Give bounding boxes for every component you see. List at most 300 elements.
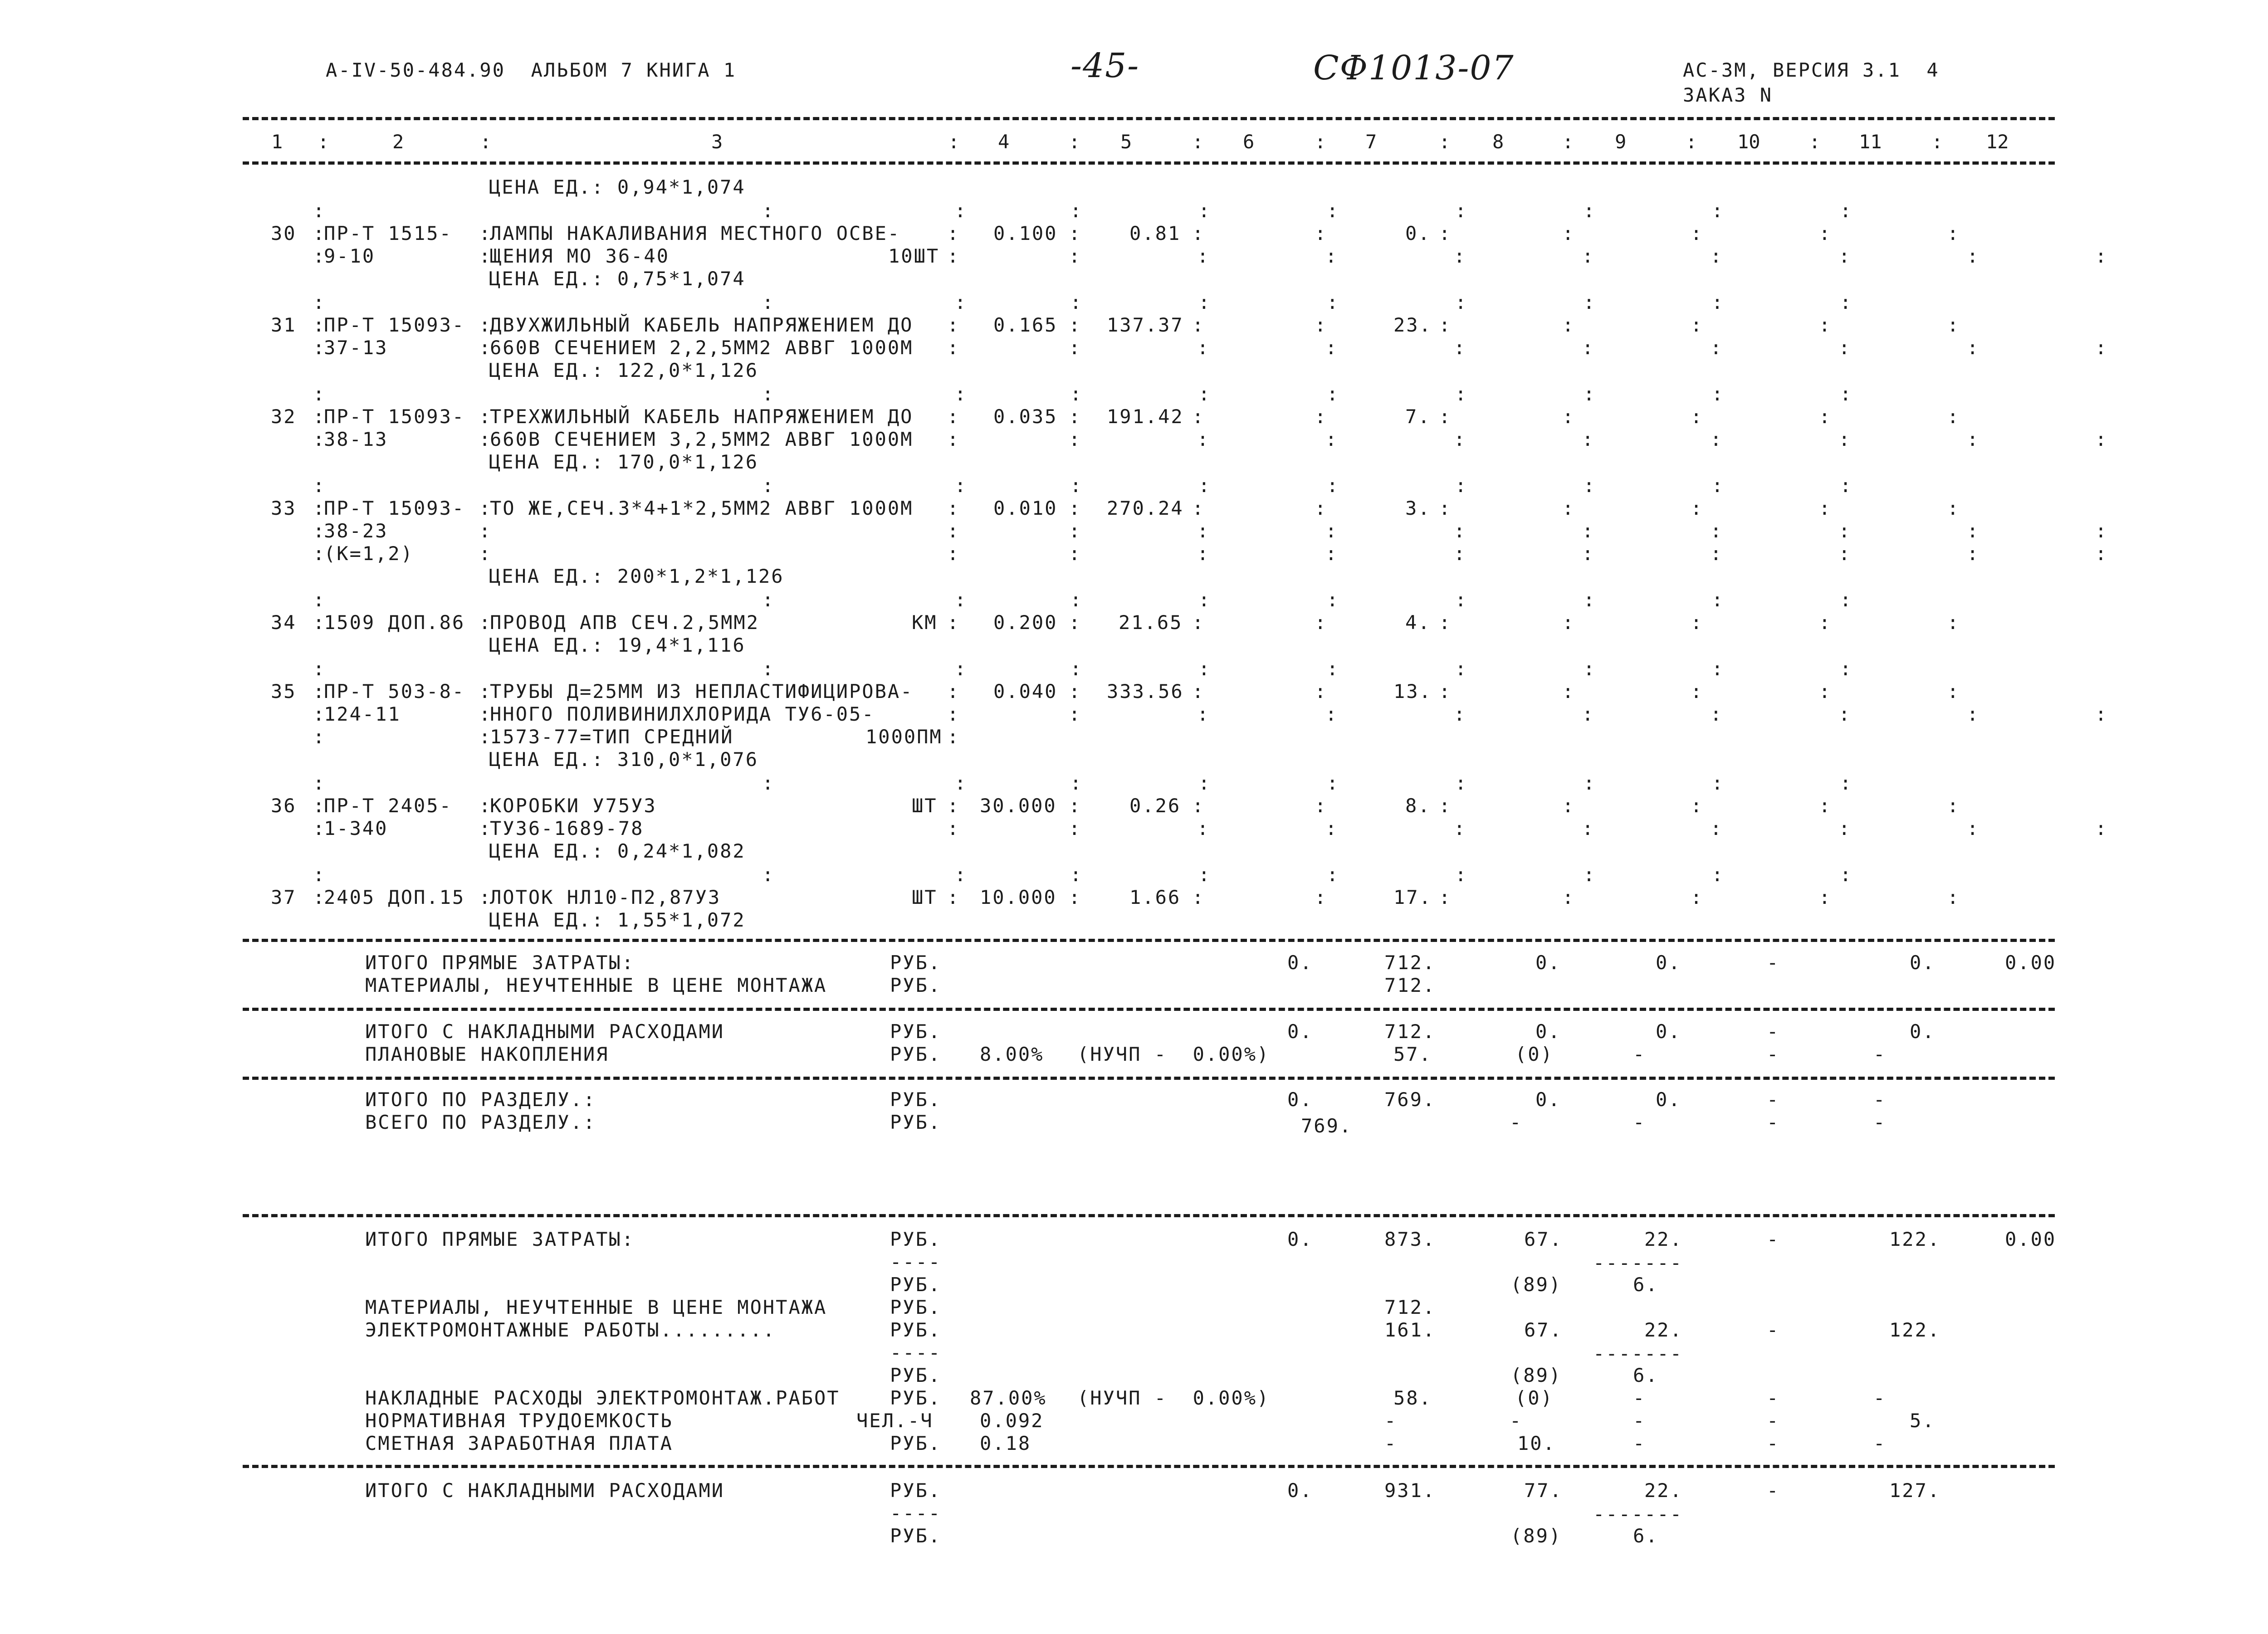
item-description: 660В СЕЧЕНИЕМ 2,2,5ММ2 АВВГ 1000М [490, 337, 914, 359]
total-value: 0.00 [2005, 951, 2057, 974]
currency: РУБ. [890, 951, 942, 974]
quantity: 0.200 [993, 611, 1058, 634]
total-value: - [1384, 1410, 1398, 1432]
colon: : [947, 337, 960, 359]
item-number: 30 [271, 222, 297, 244]
currency: РУБ. [890, 974, 942, 996]
item-code: 38-23 [324, 520, 388, 542]
colon: : [947, 314, 960, 336]
quantity: 10.000 [980, 886, 1057, 908]
total-value: 58. [1393, 1387, 1432, 1409]
unit-price: 1.66 [1129, 886, 1181, 908]
column-separator: : [1192, 131, 1204, 153]
unit-price: 21.65 [1119, 611, 1183, 634]
total-value: 22. [1644, 1319, 1683, 1341]
total-value: - [1633, 1043, 1646, 1065]
direct-costs-label: ИТОГО ПРЯМЫЕ ЗАТРАТЫ: [365, 1228, 635, 1250]
total-value: - [1767, 1111, 1780, 1133]
column-number: 2 [392, 131, 404, 153]
colon: : [479, 886, 492, 908]
quantity: 0.035 [993, 405, 1058, 428]
colon-line: : : : : [1562, 611, 1960, 634]
unit-price-line: ЦЕНА ЕД.: 122,0*1,126 [489, 359, 759, 381]
colon: : [1439, 680, 1452, 702]
colon: : [1069, 886, 1082, 908]
colon: : [313, 222, 326, 244]
total-value: 0. [1656, 1020, 1681, 1043]
item-description: КОРОБКИ У75У3 [490, 795, 657, 817]
total-value: 0. [1287, 1479, 1313, 1502]
item-code: 38-13 [324, 428, 388, 450]
colon: : [479, 222, 492, 244]
column-separator: : [948, 131, 960, 153]
currency: РУБ. [890, 1043, 942, 1065]
labor-value: 0.092 [980, 1410, 1044, 1432]
total-cost: 0. [1405, 222, 1431, 244]
colon-line: : : : : : : : : : : [313, 589, 1853, 611]
currency: РУБ. [890, 1319, 942, 1341]
item-description: ЛАМПЫ НАКАЛИВАНИЯ МЕСТНОГО ОСВЕ- [490, 222, 901, 244]
colon: : [947, 611, 960, 634]
salary-value: 0.18 [980, 1432, 1031, 1454]
item-description: 660В СЕЧЕНИЕМ 3,2,5ММ2 АВВГ 1000М [490, 428, 914, 450]
colon: : [1439, 886, 1452, 908]
unit-price-line: ЦЕНА ЕД.: 0,24*1,082 [489, 840, 746, 862]
column-number: 10 [1737, 131, 1760, 153]
total-value: - [1384, 1432, 1398, 1454]
colon: : [479, 428, 492, 450]
total-value: - [1510, 1410, 1523, 1432]
unit-price-line: ЦЕНА ЕД.: 1,55*1,072 [489, 909, 746, 931]
total-value: (0) [1515, 1043, 1554, 1065]
divider [243, 117, 2055, 120]
colon: : [313, 542, 326, 565]
total-value: - [1767, 1432, 1780, 1454]
total-value: 22. [1644, 1228, 1683, 1250]
total-value: 6. [1633, 1364, 1659, 1386]
column-separator: : [1439, 131, 1451, 153]
colon-line: : : : : : : : : : : [313, 772, 1853, 794]
item-description: ТРЕХЖИЛЬНЫЙ КАБЕЛЬ НАПРЯЖЕНИЕМ ДО [490, 405, 914, 428]
colon: : [313, 817, 326, 839]
colon: : [947, 405, 960, 428]
unit-price-line: ЦЕНА ЕД.: 200*1,2*1,126 [489, 565, 784, 587]
colon: : [479, 497, 492, 519]
colon-line: : : : : : : : : : : [313, 200, 1853, 222]
colon: : [1192, 680, 1205, 702]
total-value: (89) [1510, 1364, 1562, 1386]
item-description: ТРУБЫ Д=25ММ ИЗ НЕПЛАСТИФИЦИРОВА- [490, 680, 914, 702]
divider [243, 1077, 2055, 1080]
column-number: 1 [271, 131, 283, 153]
colon: : [479, 680, 492, 702]
colon-line: : : : : : : : : : : [313, 291, 1853, 313]
dash-separator: ---- [890, 1502, 942, 1524]
total-value: 931. [1384, 1479, 1436, 1502]
colon: : [947, 520, 960, 542]
manhours-unit: ЧЕЛ.-Ч [856, 1410, 934, 1432]
colon: : [947, 680, 960, 702]
currency: РУБ. [890, 1296, 942, 1318]
total-value: 712. [1384, 1020, 1436, 1043]
colon: : [1315, 795, 1328, 817]
item-code: (К=1,2) [324, 542, 414, 565]
total-cost: 3. [1405, 497, 1431, 519]
colon: : [479, 520, 492, 542]
total-value: 769. [1384, 1088, 1436, 1111]
total-value: 0.00 [2005, 1228, 2057, 1250]
item-code: ПР-Т 15093- [324, 405, 465, 428]
unit-price: 0.26 [1129, 795, 1181, 817]
colon: : [1069, 680, 1082, 702]
total-value: 0. [1910, 1020, 1936, 1043]
total-value: 67. [1524, 1228, 1563, 1250]
item-unit: 1000ПМ [865, 726, 943, 748]
item-code: ПР-Т 15093- [324, 314, 465, 336]
item-number: 36 [271, 795, 297, 817]
colon: : [947, 222, 960, 244]
colon: : [1069, 795, 1082, 817]
quantity: 0.165 [993, 314, 1058, 336]
colon-line: : : : : : : : : : : [313, 863, 1853, 886]
colon-line: : : : : : : : : : : [313, 474, 1853, 497]
item-code: 124-11 [324, 703, 401, 725]
colon: : [479, 245, 492, 267]
item-unit: ШТ [912, 886, 938, 908]
total-cost: 7. [1405, 405, 1431, 428]
total-value: - [1633, 1387, 1646, 1409]
colon: : [479, 703, 492, 725]
total-value: - [1767, 1410, 1780, 1432]
currency: РУБ. [890, 1364, 942, 1386]
item-description: ННОГО ПОЛИВИНИЛХЛОРИДА ТУ6-05- [490, 703, 875, 725]
colon: : [1192, 886, 1205, 908]
colon: : [313, 703, 326, 725]
item-code: 1509 ДОП.86 [324, 611, 465, 634]
estimate-code: СФ1013-07 [1313, 49, 1515, 88]
dash-separator: ------- [1593, 1342, 1683, 1365]
with-overhead-label: ИТОГО С НАКЛАДНЫМИ РАСХОДАМИ [365, 1479, 725, 1502]
colon: : [1069, 611, 1082, 634]
colon-line: : : : : : : : : : [1069, 245, 2108, 267]
currency: РУБ. [890, 1432, 942, 1454]
colon-line: : : : : [1562, 886, 1960, 908]
total-value: 873. [1384, 1228, 1436, 1250]
electro-works-label: ЭЛЕКТРОМОНТАЖНЫЕ РАБОТЫ......... [365, 1319, 776, 1341]
column-separator: : [1931, 131, 1943, 153]
total-value: - [1873, 1043, 1887, 1065]
item-number: 33 [271, 497, 297, 519]
total-value: - [1873, 1387, 1887, 1409]
percentage: 8.00% [980, 1043, 1044, 1065]
item-number: 37 [271, 886, 297, 908]
total-value: - [1633, 1111, 1646, 1133]
colon: : [1439, 795, 1452, 817]
currency: РУБ. [890, 1088, 942, 1111]
item-description: ПРОВОД АПВ СЕЧ.2,5ММ2 [490, 611, 760, 634]
total-value: (0) [1515, 1387, 1554, 1409]
colon: : [1192, 222, 1205, 244]
column-separator: : [1069, 131, 1080, 153]
total-value: 712. [1384, 1296, 1436, 1318]
total-value: 712. [1384, 974, 1436, 996]
colon: : [479, 314, 492, 336]
column-number: 5 [1120, 131, 1132, 153]
total-value: 0. [1287, 951, 1313, 974]
nuchp-rate: (НУЧП - 0.00%) [1077, 1387, 1270, 1409]
item-code: 9-10 [324, 245, 376, 267]
colon-line: : : : : [1562, 405, 1960, 428]
materials-label: МАТЕРИАЛЫ, НЕУЧТЕННЫЕ В ЦЕНЕ МОНТАЖА [365, 974, 827, 996]
item-description: 1573-77=ТИП СРЕДНИЙ [490, 726, 734, 748]
unit-price: 333.56 [1107, 680, 1184, 702]
colon: : [1315, 405, 1328, 428]
colon: : [1439, 405, 1452, 428]
colon: : [947, 726, 960, 748]
colon: : [479, 405, 492, 428]
item-description: ДВУХЖИЛЬНЫЙ КАБЕЛЬ НАПРЯЖЕНИЕМ ДО [490, 314, 914, 336]
column-separator: : [1562, 131, 1574, 153]
salary-label: СМЕТНАЯ ЗАРАБОТНАЯ ПЛАТА [365, 1432, 673, 1454]
colon: : [947, 703, 960, 725]
total-value: 0. [1535, 1088, 1561, 1111]
colon-line: : : : : [1562, 314, 1960, 336]
total-value: - [1767, 1043, 1780, 1065]
planned-savings-label: ПЛАНОВЫЕ НАКОПЛЕНИЯ [365, 1043, 609, 1065]
divider [243, 1465, 2055, 1468]
quantity: 0.040 [993, 680, 1058, 702]
unit-price-line: ЦЕНА ЕД.: 310,0*1,076 [489, 748, 759, 771]
quantity: 30.000 [980, 795, 1057, 817]
total-value: 122. [1889, 1228, 1941, 1250]
colon: : [1439, 314, 1452, 336]
colon-line: : : : : : : : : : : [313, 383, 1853, 405]
colon-line: : : : : [1562, 795, 1960, 817]
colon: : [1315, 611, 1328, 634]
colon: : [313, 405, 326, 428]
currency: РУБ. [890, 1111, 942, 1133]
column-number: 3 [711, 131, 723, 153]
colon: : [313, 795, 326, 817]
total-value: - [1633, 1410, 1646, 1432]
colon: : [479, 795, 492, 817]
colon: : [313, 886, 326, 908]
total-value: 127. [1889, 1479, 1941, 1502]
colon: : [313, 520, 326, 542]
unit-price-line: ЦЕНА ЕД.: 0,94*1,074 [489, 176, 746, 198]
colon-line: : : : : : : : : : : [313, 658, 1853, 680]
colon-line: : : : : : : : : : [1069, 542, 2108, 565]
colon: : [1192, 405, 1205, 428]
item-number: 31 [271, 314, 297, 336]
colon: : [947, 542, 960, 565]
colon: : [313, 726, 326, 748]
labor-intensity-label: НОРМАТИВНАЯ ТРУДОЕМКОСТЬ [365, 1410, 673, 1432]
overhead-electro-label: НАКЛАДНЫЕ РАСХОДЫ ЭЛЕКТРОМОНТАЖ.РАБОТ [365, 1387, 840, 1409]
unit-price: 191.42 [1107, 405, 1184, 428]
colon: : [1439, 497, 1452, 519]
unit-price: 270.24 [1107, 497, 1184, 519]
colon: : [947, 428, 960, 450]
column-number: 11 [1859, 131, 1882, 153]
colon: : [1192, 497, 1205, 519]
currency: РУБ. [890, 1387, 942, 1409]
with-overhead-label: ИТОГО С НАКЛАДНЫМИ РАСХОДАМИ [365, 1020, 725, 1043]
total-value: - [1767, 1088, 1780, 1111]
total-value: (89) [1510, 1273, 1562, 1296]
unit-price-line: ЦЕНА ЕД.: 19,4*1,116 [489, 634, 746, 656]
colon: : [1315, 314, 1328, 336]
item-description: ТО ЖЕ,СЕЧ.3*4+1*2,5ММ2 АВВГ 1000М [490, 497, 914, 519]
dash-separator: ---- [890, 1251, 942, 1273]
dash-separator: ------- [1593, 1252, 1683, 1274]
total-value: 769. [1301, 1115, 1353, 1137]
colon: : [313, 611, 326, 634]
total-value: 6. [1633, 1273, 1659, 1296]
dash-separator: ------- [1593, 1503, 1683, 1525]
total-value: - [1510, 1111, 1523, 1133]
total-value: 57. [1393, 1043, 1432, 1065]
total-value: 22. [1644, 1479, 1683, 1502]
item-number: 35 [271, 680, 297, 702]
divider [243, 1008, 2055, 1011]
total-value: 122. [1889, 1319, 1941, 1341]
divider [243, 161, 2055, 165]
item-code: 1-340 [324, 817, 388, 839]
quantity: 0.010 [993, 497, 1058, 519]
colon: : [1192, 611, 1205, 634]
total-value: 10. [1517, 1432, 1556, 1454]
colon: : [947, 497, 960, 519]
colon: : [313, 428, 326, 450]
column-number: 12 [1986, 131, 2009, 153]
total-value: (89) [1510, 1525, 1562, 1547]
colon-line: : : : : : : : : : [1069, 520, 2108, 542]
colon: : [479, 726, 492, 748]
unit-price: 137.37 [1107, 314, 1184, 336]
total-value: 0. [1656, 951, 1681, 974]
colon: : [947, 245, 960, 267]
colon: : [947, 795, 960, 817]
total-cost: 23. [1393, 314, 1432, 336]
program-version: АС-3М, ВЕРСИЯ 3.1 4 [1683, 59, 1940, 81]
dash-separator: ---- [890, 1341, 942, 1364]
column-separator: : [1686, 131, 1697, 153]
colon: : [479, 542, 492, 565]
column-number: 7 [1365, 131, 1377, 153]
colon-line: : : : : : : : : : [1069, 817, 2108, 839]
colon: : [1315, 497, 1328, 519]
section-grand-total-label: ВСЕГО ПО РАЗДЕЛУ.: [365, 1111, 596, 1133]
item-unit: ШТ [912, 795, 938, 817]
colon: : [1439, 611, 1452, 634]
nuchp-rate: (НУЧП - 0.00%) [1077, 1043, 1270, 1065]
item-unit: КМ [912, 611, 938, 634]
total-value: - [1873, 1432, 1887, 1454]
total-value: 77. [1524, 1479, 1563, 1502]
total-value: - [1767, 1387, 1780, 1409]
total-cost: 8. [1405, 795, 1431, 817]
colon-line: : : : : [1562, 497, 1960, 519]
colon: : [313, 497, 326, 519]
column-separator: : [1315, 131, 1326, 153]
column-number: 4 [998, 131, 1010, 153]
total-value: - [1767, 1319, 1780, 1341]
colon: : [1192, 314, 1205, 336]
column-separator: : [318, 131, 329, 153]
colon-line: : : : : : : : : : [1069, 428, 2108, 450]
colon: : [313, 680, 326, 702]
colon: : [479, 817, 492, 839]
total-cost: 4. [1405, 611, 1431, 634]
colon: : [313, 314, 326, 336]
colon: : [1192, 795, 1205, 817]
item-description: ЩЕНИЯ МО 36-40 [490, 245, 670, 267]
colon-line: : : : : : : : : : [1069, 703, 2108, 725]
section-total-label: ИТОГО ПО РАЗДЕЛУ.: [365, 1088, 596, 1111]
colon: : [1439, 222, 1452, 244]
document-reference: А-IV-50-484.90 АЛЬБОМ 7 КНИГА 1 [326, 59, 737, 81]
colon: : [947, 886, 960, 908]
total-value: 0. [1656, 1088, 1681, 1111]
unit-price-line: ЦЕНА ЕД.: 170,0*1,126 [489, 451, 759, 473]
colon: : [1069, 222, 1082, 244]
item-unit: 10ШТ [888, 245, 940, 267]
colon: : [479, 611, 492, 634]
colon: : [1069, 497, 1082, 519]
currency: РУБ. [890, 1273, 942, 1296]
item-code: ПР-Т 2405- [324, 795, 452, 817]
total-value: - [1767, 1479, 1780, 1502]
colon: : [1069, 314, 1082, 336]
item-code: ПР-Т 1515- [324, 222, 452, 244]
materials-label: МАТЕРИАЛЫ, НЕУЧТЕННЫЕ В ЦЕНЕ МОНТАЖА [365, 1296, 827, 1318]
colon: : [1315, 680, 1328, 702]
total-value: 161. [1384, 1319, 1436, 1341]
percentage: 87.00% [970, 1387, 1047, 1409]
currency: РУБ. [890, 1020, 942, 1043]
item-description: ЛОТОК НЛ10-П2,87У3 [490, 886, 721, 908]
colon: : [479, 337, 492, 359]
total-value: 5. [1910, 1410, 1936, 1432]
item-code: 37-13 [324, 337, 388, 359]
total-value: - [1873, 1111, 1887, 1133]
total-value: 712. [1384, 951, 1436, 974]
column-number: 6 [1243, 131, 1255, 153]
total-value: 0. [1287, 1228, 1313, 1250]
divider [243, 939, 2055, 942]
colon-line: : : : : [1562, 222, 1960, 244]
total-value: - [1767, 951, 1780, 974]
currency: РУБ. [890, 1228, 942, 1250]
total-cost: 17. [1393, 886, 1432, 908]
total-value: 67. [1524, 1319, 1563, 1341]
order-number: ЗАКАЗ N [1683, 84, 1773, 106]
column-separator: : [1809, 131, 1821, 153]
total-value: 0. [1535, 1020, 1561, 1043]
item-number: 32 [271, 405, 297, 428]
item-code: 2405 ДОП.15 [324, 886, 465, 908]
column-separator: : [480, 131, 492, 153]
colon-line: : : : : [1562, 680, 1960, 702]
item-code: ПР-Т 15093- [324, 497, 465, 519]
total-value: 0. [1287, 1088, 1313, 1111]
currency: РУБ. [890, 1479, 942, 1502]
item-description: ТУ36-1689-78 [490, 817, 644, 839]
colon: : [313, 245, 326, 267]
unit-price-line: ЦЕНА ЕД.: 0,75*1,074 [489, 268, 746, 290]
column-number: 9 [1615, 131, 1627, 153]
